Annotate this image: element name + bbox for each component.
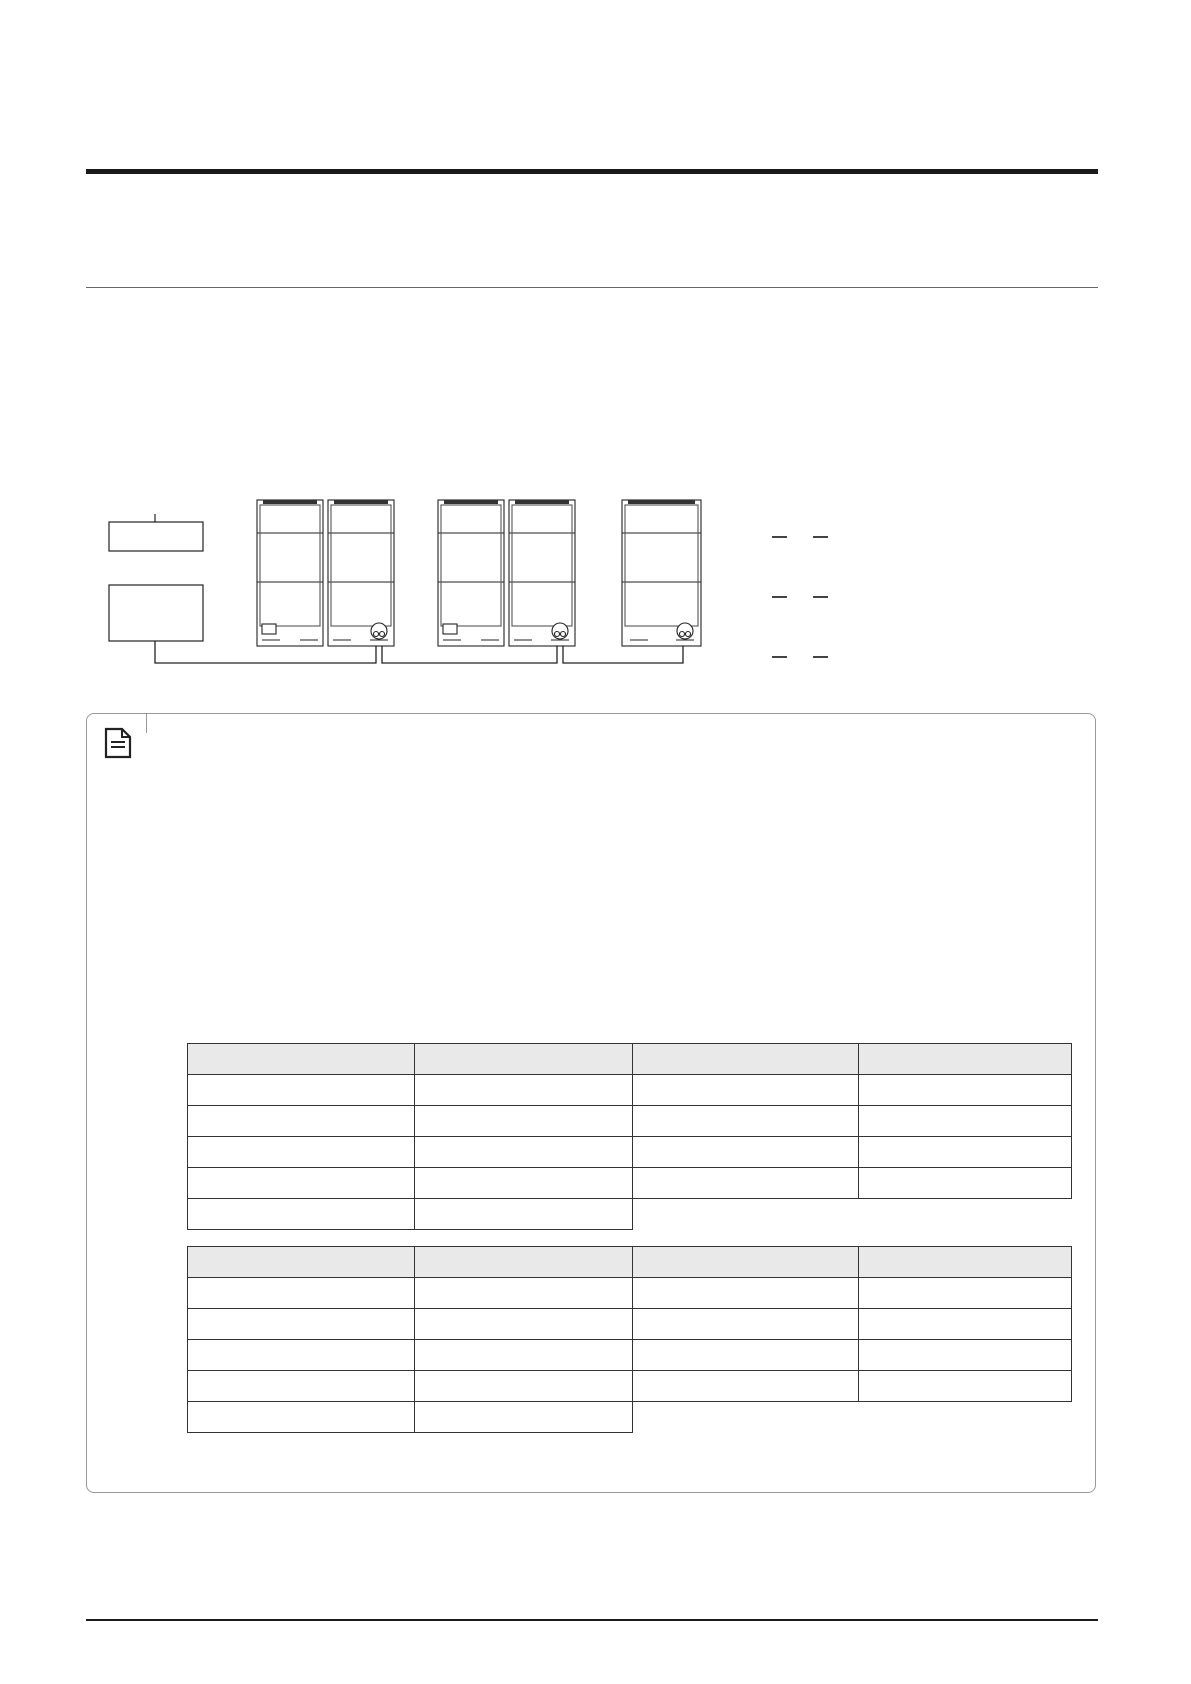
table-cell (859, 1340, 1072, 1371)
table-blank-area (633, 1199, 1072, 1230)
table-header-cell (415, 1044, 633, 1075)
table-cell (633, 1137, 859, 1168)
table-cell (415, 1340, 633, 1371)
table-cell (415, 1278, 633, 1309)
table-cell (188, 1278, 415, 1309)
header-rule-thick (86, 169, 1098, 174)
table-cell (188, 1168, 415, 1199)
outdoor-unit-1 (257, 500, 394, 646)
table-header-cell (859, 1044, 1072, 1075)
table-cell (859, 1137, 1072, 1168)
table-cell (633, 1340, 859, 1371)
table-cell (188, 1106, 415, 1137)
table-row (188, 1371, 1072, 1402)
table-cell (859, 1075, 1072, 1106)
footer-rule (86, 1619, 1098, 1621)
table-cell (633, 1106, 859, 1137)
table-row (188, 1106, 1072, 1137)
spec-table-1 (187, 1043, 1072, 1230)
table-cell (415, 1199, 633, 1230)
table-cell (633, 1371, 859, 1402)
table-row (188, 1075, 1072, 1106)
outdoor-unit-3 (622, 500, 701, 646)
table-header-cell (415, 1247, 633, 1278)
table-cell (633, 1278, 859, 1309)
controller-small-box (109, 514, 203, 551)
table-cell (415, 1137, 633, 1168)
table-blank-area (633, 1402, 1072, 1433)
table-row (188, 1137, 1072, 1168)
table-cell (859, 1309, 1072, 1340)
table-cell (415, 1309, 633, 1340)
table-cell (188, 1340, 415, 1371)
table-cell (188, 1309, 415, 1340)
controller-large-box (109, 585, 203, 641)
table-row (188, 1168, 1072, 1199)
communication-wire (155, 630, 376, 663)
table-cell (415, 1106, 633, 1137)
table-cell (415, 1402, 633, 1433)
section-rule (86, 287, 1098, 288)
table-cell (415, 1075, 633, 1106)
table-cell (188, 1075, 415, 1106)
spec-table-2 (187, 1246, 1072, 1433)
table-header-cell (859, 1247, 1072, 1278)
table-cell (633, 1075, 859, 1106)
table-row (188, 1278, 1072, 1309)
table-cell (633, 1168, 859, 1199)
table-cell (188, 1371, 415, 1402)
outdoor-unit-2 (438, 500, 575, 646)
table-header-cell (633, 1044, 859, 1075)
communication-wire-2 (382, 630, 557, 663)
table-row (188, 1199, 1072, 1230)
communication-wire-3 (563, 630, 683, 663)
table-cell (188, 1199, 415, 1230)
table-header-cell (633, 1247, 859, 1278)
table-row (188, 1402, 1072, 1433)
table-header-row (188, 1044, 1072, 1075)
table-cell (859, 1106, 1072, 1137)
table-cell (633, 1309, 859, 1340)
note-document-icon (104, 727, 132, 759)
wiring-diagram (0, 0, 1191, 700)
table-cell (188, 1137, 415, 1168)
note-tab-divider (146, 713, 147, 733)
table-cell (859, 1168, 1072, 1199)
table-cell (415, 1168, 633, 1199)
table-cell (859, 1371, 1072, 1402)
table-row (188, 1340, 1072, 1371)
table-header-cell (188, 1044, 415, 1075)
table-cell (859, 1278, 1072, 1309)
table-cell (415, 1371, 633, 1402)
table-row (188, 1309, 1072, 1340)
table-cell (188, 1402, 415, 1433)
table-header-row (188, 1247, 1072, 1278)
table-header-cell (188, 1247, 415, 1278)
